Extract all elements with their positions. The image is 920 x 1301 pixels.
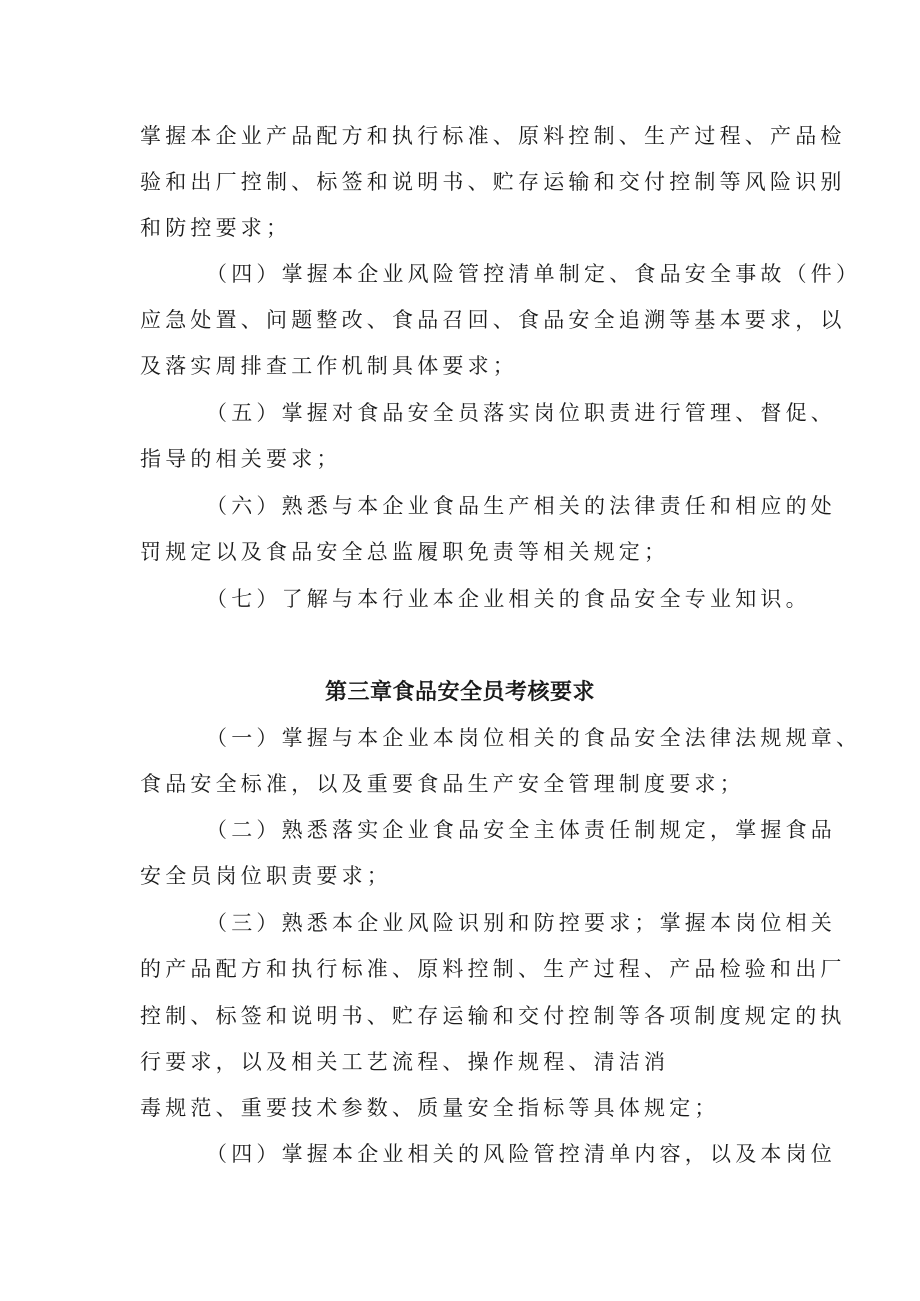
chapter-3-item-1-line-1: （一）掌握与本企业本岗位相关的食品安全法律法规规章、 <box>206 726 862 750</box>
chapter-3-item-3-line-1: （三）熟悉本企业风险识别和防控要求；掌握本岗位相关 <box>206 911 836 935</box>
chapter-3-item-2-line-2: 安全员岗位职责要求； <box>140 864 392 888</box>
chapter-3-item-3-line-4: 行要求，以及相关工艺流程、操作规程、清洁消 <box>140 1050 670 1074</box>
item-6-line-2: 罚规定以及食品安全总监履职免责等相关规定； <box>140 540 670 564</box>
item-5-line-1: （五）掌握对食品安全员落实岗位职责进行管理、督促、 <box>206 401 836 425</box>
item-4-line-1: （四）掌握本企业风险管控清单制定、食品安全事故（件） <box>206 262 862 286</box>
item-7-line-1: （七）了解与本行业本企业相关的食品安全专业知识。 <box>206 587 811 611</box>
paragraph-1-line-2: 验和出厂控制、标签和说明书、贮存运输和交付控制等风险识别 <box>140 170 846 194</box>
paragraph-1-line-3: 和防控要求； <box>140 216 292 240</box>
item-6-line-1: （六）熟悉与本企业食品生产相关的法律责任和相应的处 <box>206 494 836 518</box>
chapter-3-item-3-line-2: 的产品配方和执行标准、原料控制、生产过程、产品检验和出厂 <box>140 957 846 981</box>
chapter-3-title: 第三章食品安全员考核要求 <box>324 680 595 705</box>
item-5-line-2: 指导的相关要求； <box>140 447 342 471</box>
chapter-3-item-1-line-2: 食品安全标准，以及重要食品生产安全管理制度要求； <box>140 772 745 796</box>
paragraph-1-line-1: 掌握本企业产品配方和执行标准、原料控制、生产过程、产品检 <box>140 124 846 148</box>
item-4-line-2: 应急处置、问题整改、食品召回、食品安全追溯等基本要求，以 <box>140 308 846 332</box>
chapter-3-item-3-line-5: 毒规范、重要技术参数、质量安全指标等具体规定； <box>140 1096 720 1120</box>
chapter-3-item-4-line-1: （四）掌握本企业相关的风险管控清单内容，以及本岗位 <box>206 1142 836 1166</box>
chapter-3-item-3-line-3: 控制、标签和说明书、贮存运输和交付控制等各项制度规定的执 <box>140 1004 846 1028</box>
chapter-3-item-2-line-1: （二）熟悉落实企业食品安全主体责任制规定，掌握食品 <box>206 818 836 842</box>
item-4-line-3: 及落实周排查工作机制具体要求； <box>140 354 518 378</box>
